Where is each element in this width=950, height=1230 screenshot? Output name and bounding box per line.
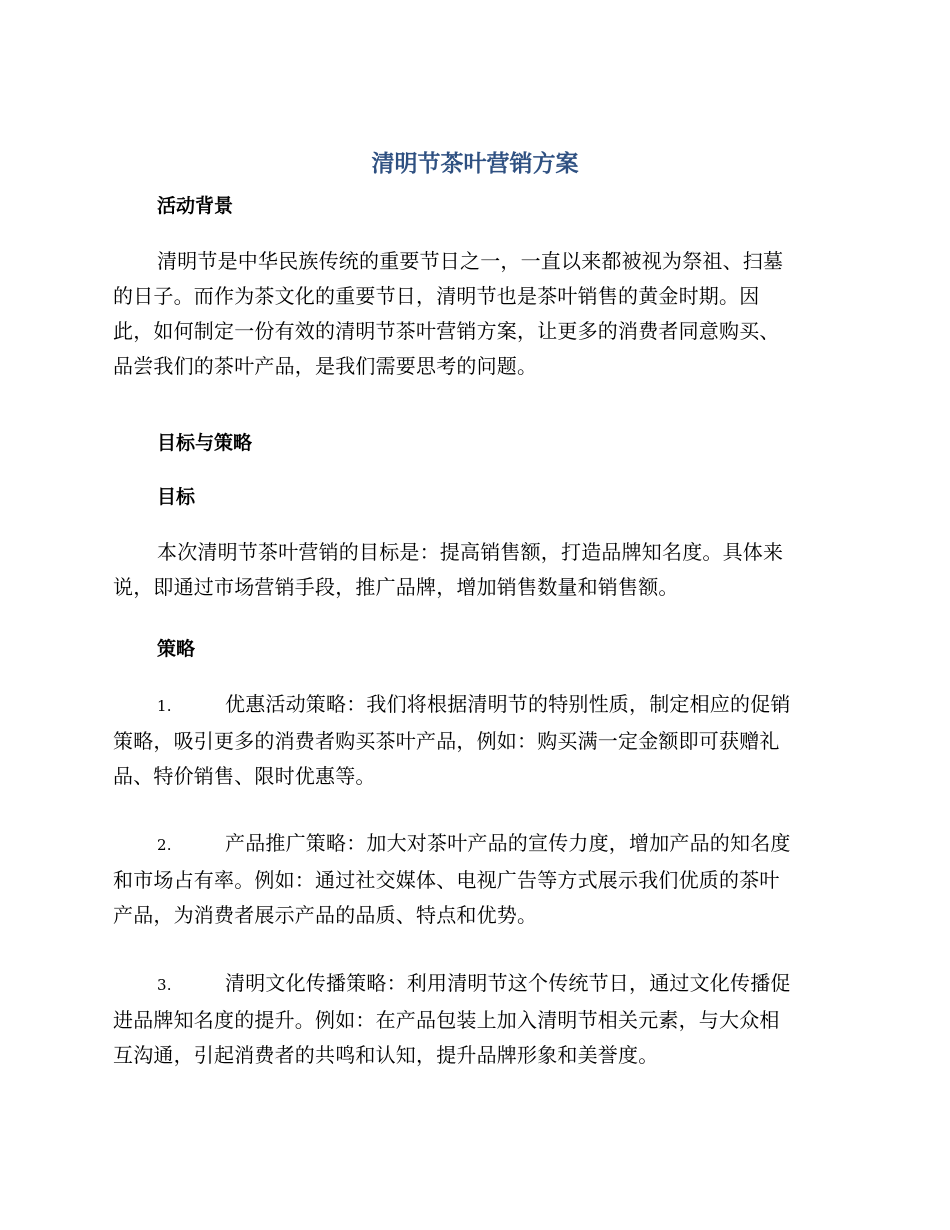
paragraph-line: 说，即通过市场营销手段，推广品牌，增加销售数量和销售额。: [113, 575, 679, 599]
list-number: 1.: [157, 697, 172, 715]
paragraph-line: 本次清明节茶叶营销的目标是：提高销售额，打造品牌知名度。具体来: [157, 540, 784, 564]
paragraph-line: 产品推广策略：加大对茶叶产品的宣传力度，增加产品的知名度: [225, 831, 791, 855]
strategy-item-2: [113, 826, 837, 933]
heading-background: 活动背景: [157, 195, 234, 217]
heading-goal: 目标: [157, 486, 196, 508]
strategy-item-1: [113, 687, 837, 794]
paragraph-line: 清明节是中华民族传统的重要节日之一，一直以来都被视为祭祖、扫墓: [157, 249, 784, 273]
list-number: 2.: [157, 836, 172, 854]
paragraph-background: [113, 244, 837, 384]
paragraph-line: 和市场占有率。例如：通过社交媒体、电视广告等方式展示我们优质的茶叶: [113, 868, 780, 892]
paragraph-line: 互沟通，引起消费者的共鸣和认知，提升品牌形象和美誉度。: [113, 1043, 659, 1067]
paragraph-line: 产品，为消费者展示产品的品质、特点和优势。: [113, 903, 538, 927]
paragraph-line: 此，如何制定一份有效的清明节茶叶营销方案，让更多的消费者同意购买、: [113, 319, 780, 343]
paragraph-line: 的日子。而作为茶文化的重要节日，清明节也是茶叶销售的黄金时期。因: [113, 284, 760, 308]
heading-goals-strategy: 目标与策略: [157, 432, 253, 454]
paragraph-line: 清明文化传播策略：利用清明节这个传统节日，通过文化传播促: [225, 971, 791, 995]
document-title: 清明节茶叶营销方案: [371, 151, 579, 177]
paragraph-line: 品、特价销售、限时优惠等。: [113, 764, 376, 788]
paragraph-line: 进品牌知名度的提升。例如：在产品包装上加入清明节相关元素，与大众相: [113, 1008, 780, 1032]
paragraph-goal: [113, 535, 837, 605]
strategy-item-first-line: [113, 966, 837, 1003]
strategy-item-3: [113, 966, 837, 1073]
heading-strategy: 策略: [157, 638, 196, 660]
strategy-item-first-line: [113, 826, 837, 863]
strategy-item-first-line: [113, 687, 837, 724]
paragraph-line: 品尝我们的茶叶产品，是我们需要思考的问题。: [113, 354, 538, 378]
paragraph-line: 优惠活动策略：我们将根据清明节的特别性质，制定相应的促销: [225, 692, 791, 716]
paragraph-line: 策略，吸引更多的消费者购买茶叶产品，例如：购买满一定金额即可获赠礼: [113, 729, 780, 753]
list-number: 3.: [157, 976, 172, 994]
